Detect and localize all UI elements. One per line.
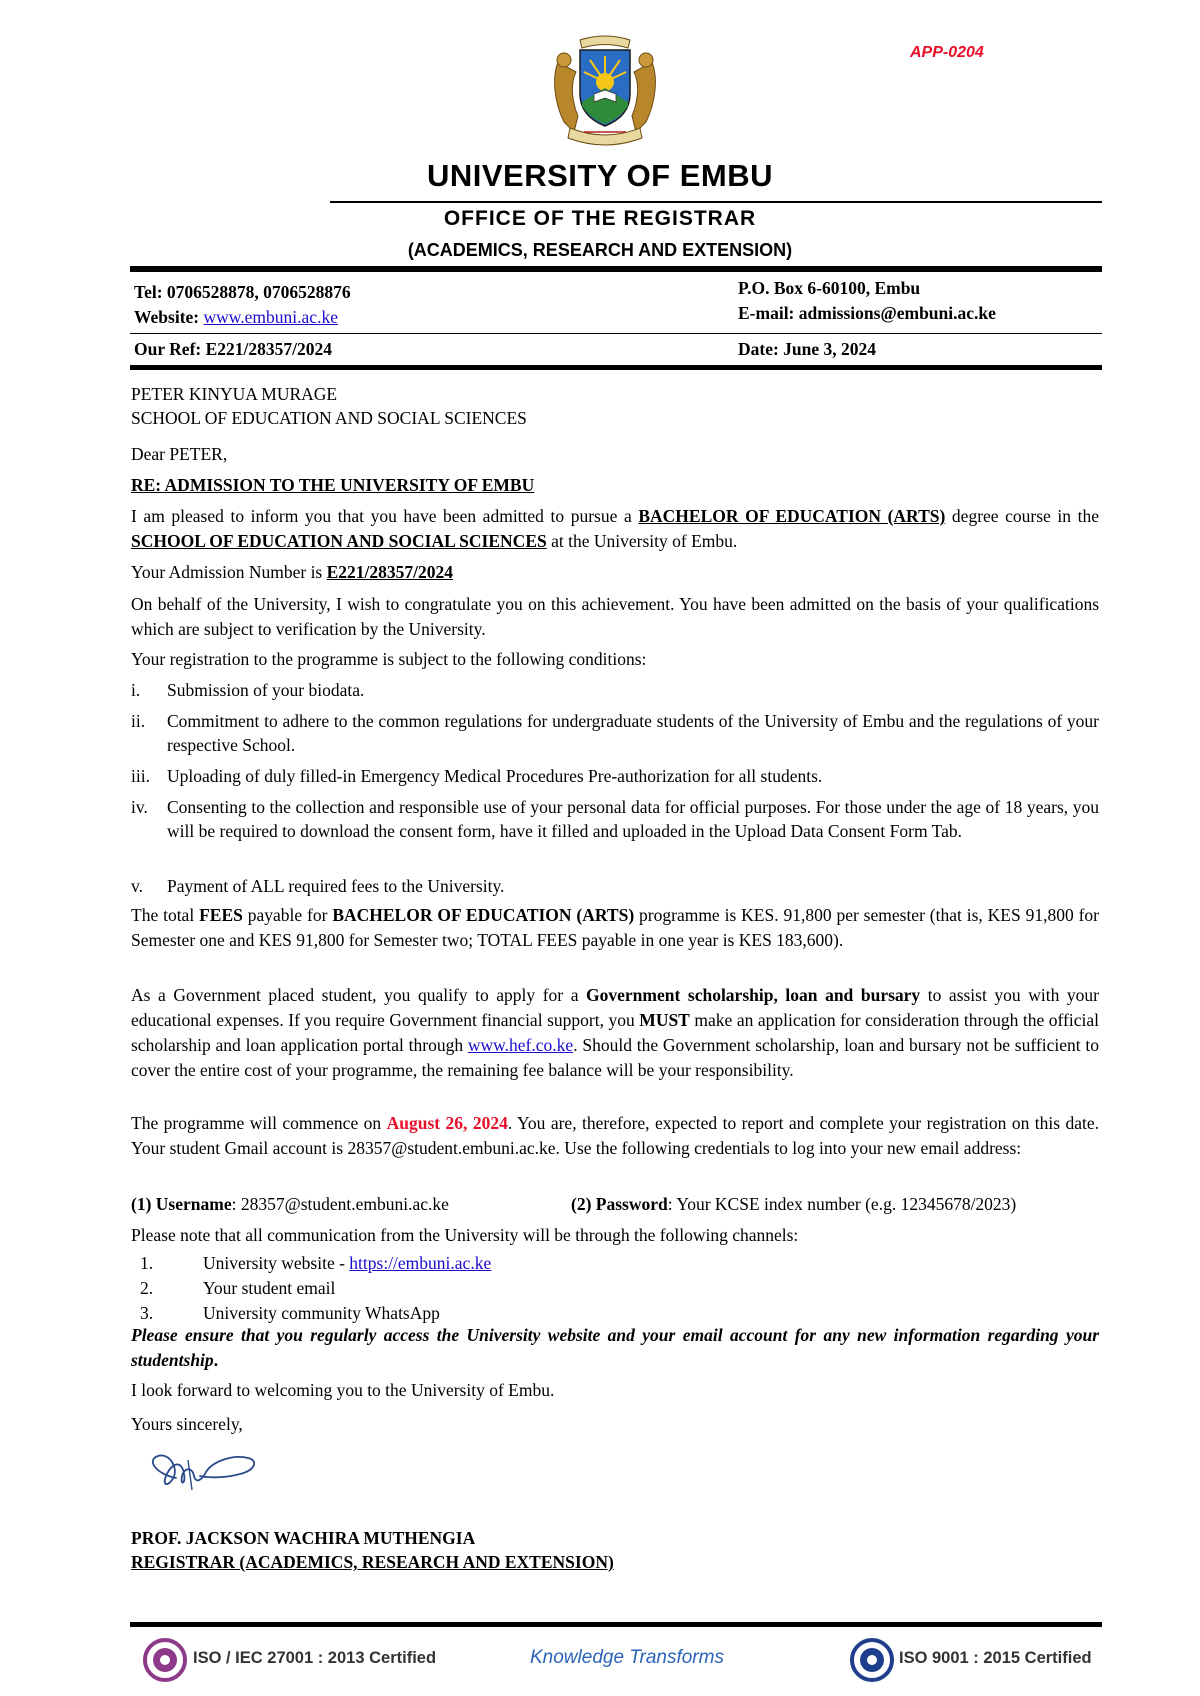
condition-text: Uploading of duly filled-in Emergency Medical Procedures Pre-authorization for all students. xyxy=(167,766,823,786)
hef-link[interactable]: www.hef.co.ke xyxy=(467,1035,574,1055)
website-link[interactable]: www.embuni.ac.ke xyxy=(203,307,338,327)
iso-9001-badge-icon xyxy=(850,1638,894,1682)
website-line xyxy=(134,307,338,328)
government-support-paragraph: As a Government placed student, you qualify to apply for a Government scholarship, loan and bursary to assist you with your educational expenses. If you require Government financial support, you MUST make an application for consideration through the official scholarship and loan application portal through www.hef.co.ke. Should the Government scholarship, loan and bursary not be sufficient to cover the entire cost of your programme, the remaining fee balance will be your responsibility. xyxy=(131,985,1100,1080)
commencement-date: August 26, 2024 xyxy=(386,1113,508,1133)
header-thick-rule xyxy=(130,266,1102,272)
subject-line: RE: ADMISSION TO THE UNIVERSITY OF EMBU xyxy=(131,475,535,495)
access-reminder-note: Please ensure that you regularly access the University website and your email account for any new information regarding your studentship. xyxy=(131,1325,1099,1370)
channel-item: 3. University community WhatsApp xyxy=(140,1303,440,1323)
channel-item: 1. University website - https://embuni.ac.ke xyxy=(140,1253,492,1273)
condition-text: Submission of your biodata. xyxy=(167,680,365,700)
closing-line: I look forward to welcoming you to the University of Embu. xyxy=(131,1380,555,1400)
commencement-paragraph: The programme will commence on August 26, 2024. You are, therefore, expected to report and complete your registration on this date. Your student Gmail account is 28357@student.embuni.ac.ke. Use the following credentials to log into your new email address: xyxy=(131,1113,1099,1158)
condition-item xyxy=(131,874,1099,898)
yours-sincerely: Yours sincerely, xyxy=(131,1414,243,1434)
university-website-link[interactable]: https://embuni.ac.ke xyxy=(349,1253,492,1273)
channel-item: 2. Your student email xyxy=(140,1278,336,1298)
contact-thick-rule xyxy=(130,365,1102,370)
condition-item xyxy=(131,678,1099,702)
conditions-intro: Your registration to the programme is subject to the following conditions: xyxy=(131,649,647,669)
recipient-school: SCHOOL OF EDUCATION AND SOCIAL SCIENCES xyxy=(131,408,527,428)
fees-programme-name: BACHELOR OF EDUCATION (ARTS) xyxy=(332,905,635,925)
password-credential: (2) Password: Your KCSE index number (e.g. 12345678/2023) xyxy=(571,1194,1017,1214)
condition-number: ii. xyxy=(131,711,146,731)
divider xyxy=(330,201,1102,203)
university-motto: Knowledge Transforms xyxy=(530,1647,724,1668)
signatory-name: PROF. JACKSON WACHIRA MUTHENGIA xyxy=(131,1528,476,1548)
footer-rule xyxy=(130,1622,1102,1627)
condition-item xyxy=(131,709,1099,757)
handwritten-signature xyxy=(136,1440,276,1500)
email: E-mail: admissions@embuni.ac.ke xyxy=(738,303,996,323)
division-title: (ACADEMICS, RESEARCH AND EXTENSION) xyxy=(407,240,793,260)
university-name: UNIVERSITY OF EMBU xyxy=(426,158,774,193)
condition-text: Consenting to the collection and responsible use of your personal data for official purposes. For those under the age of 18 years, you will be required to download the consent form, have it filled and uploaded in the Upload Data Consent Form Tab. xyxy=(167,797,1099,841)
fees-paragraph: The total FEES payable for BACHELOR OF EDUCATION (ARTS) programme is KES. 91,800 per semester (that is, KES 91,800 for Semester one and KES 91,800 for Semester two; TOTAL FEES payable in one year is KES 183,600). xyxy=(131,905,1099,950)
programme-name: BACHELOR OF EDUCATION (ARTS) xyxy=(638,506,946,526)
admission-number: E221/28357/2024 xyxy=(326,562,454,582)
condition-number: iv. xyxy=(131,797,148,817)
school-name: SCHOOL OF EDUCATION AND SOCIAL SCIENCES xyxy=(131,531,547,551)
iso-27001-badge-icon xyxy=(143,1638,187,1682)
iso-9001-certification: ISO 9001 : 2015 Certified xyxy=(899,1649,1092,1667)
channels-intro: Please note that all communication from the University will be through the following channels: xyxy=(131,1225,799,1245)
po-box: P.O. Box 6-60100, Embu xyxy=(738,278,921,298)
condition-number: iii. xyxy=(131,766,150,786)
condition-text: Commitment to adhere to the common regulations for undergraduate students of the University of Embu and the regulations of your respective School. xyxy=(167,711,1099,755)
condition-item xyxy=(131,795,1099,843)
telephone: Tel: 0706528878, 0706528876 xyxy=(134,282,351,302)
username-credential: (1) Username: 28357@student.embuni.ac.ke xyxy=(131,1194,449,1214)
letter-date: Date: June 3, 2024 xyxy=(738,339,877,359)
condition-number: v. xyxy=(131,876,143,896)
divider xyxy=(130,333,1102,334)
office-title: OFFICE OF THE REGISTRAR xyxy=(443,207,757,230)
signatory-title: REGISTRAR (ACADEMICS, RESEARCH AND EXTENSION) xyxy=(131,1552,614,1572)
condition-number: i. xyxy=(131,680,141,700)
our-reference: Our Ref: E221/28357/2024 xyxy=(134,339,333,359)
website-label: Website: xyxy=(134,307,204,327)
admission-paragraph: I am pleased to inform you that you have been admitted to pursue a BACHELOR OF EDUCATION (ARTS) degree course in the SCHOOL OF EDUCATION AND SOCIAL SCIENCES at the University of Embu. xyxy=(131,506,1100,551)
iso-27001-certification: ISO / IEC 27001 : 2013 Certified xyxy=(193,1649,437,1667)
salutation: Dear PETER, xyxy=(131,444,228,464)
reference-code: APP-0204 xyxy=(910,44,984,61)
university-crest-logo xyxy=(550,32,660,152)
recipient-name: PETER KINYUA MURAGE xyxy=(131,384,338,404)
condition-item xyxy=(131,764,1099,788)
admission-number-line: Your Admission Number is E221/28357/2024 xyxy=(131,562,454,582)
condition-text: Payment of ALL required fees to the University. xyxy=(167,876,505,896)
congratulations-paragraph: On behalf of the University, I wish to congratulate you on this achievement. You have been admitted on the basis of your qualifications which are subject to verification by the University. xyxy=(131,594,1099,639)
